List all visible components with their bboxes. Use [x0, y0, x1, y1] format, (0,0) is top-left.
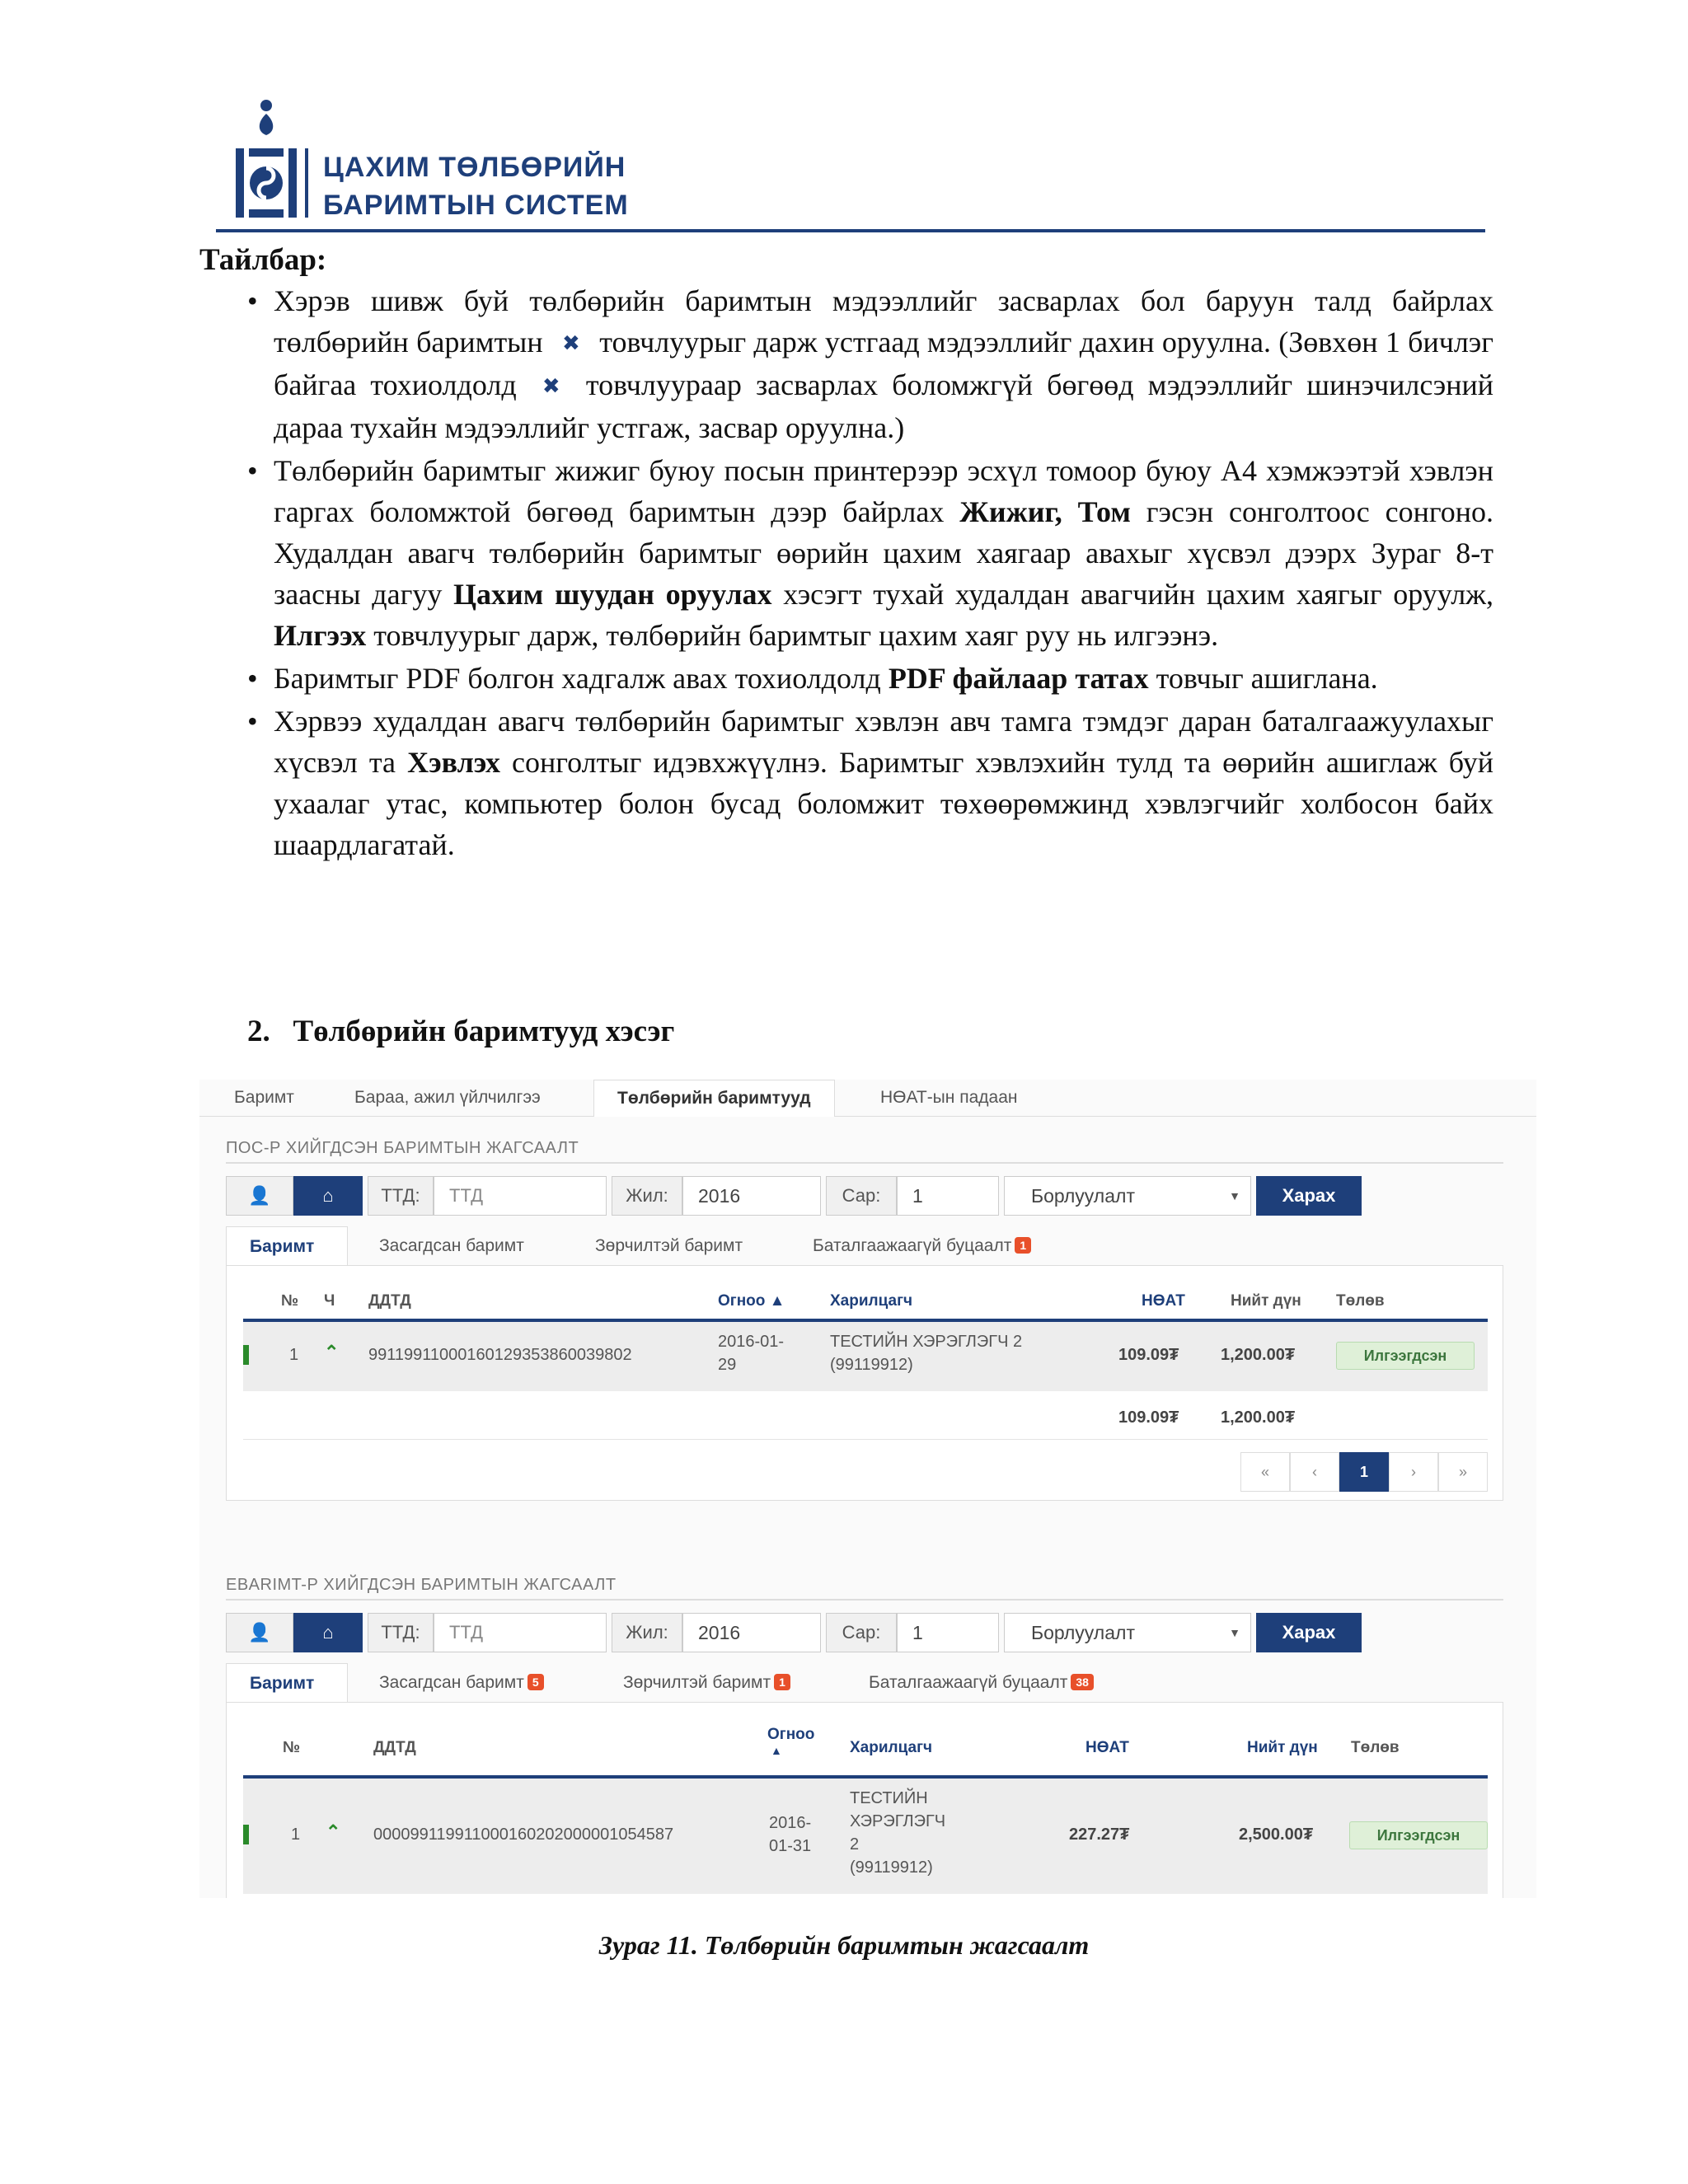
subtab-corrected[interactable] [379, 1663, 544, 1703]
subtab-unconfirmed-label: Баталгаажаагүй буцаалт [869, 1673, 1068, 1692]
ttd-label: ТТД: [368, 1613, 434, 1652]
totals-rule [243, 1439, 1488, 1440]
year-input[interactable]: 2016 [682, 1613, 821, 1652]
pagination [1240, 1452, 1488, 1492]
col-date[interactable] [718, 1292, 785, 1310]
pager-page-1[interactable]: 1 [1339, 1452, 1389, 1492]
home-icon: ⌂ [322, 1622, 334, 1643]
cell-customer-4: (99119912) [850, 1858, 933, 1877]
receipts-screenshot [199, 1080, 1536, 1898]
year-input[interactable]: 2016 [682, 1176, 821, 1216]
logo-line-1: ЦАХИМ ТӨЛБӨРИЙН [323, 152, 626, 183]
note-item-1 [199, 280, 1493, 448]
cell-vat: 227.27₮ [1069, 1825, 1130, 1844]
col-customer: Харилцагч [830, 1292, 913, 1310]
note-item-2 [199, 450, 1493, 656]
note-text: товчлуураар засварлах боломжгүй бөгөөд мэдээллийг шинэчилсэний дараа тухайн мэдээллийг устгаж, засвар оруулна.) [274, 368, 1493, 444]
user-filter-button[interactable] [226, 1613, 293, 1652]
ebarimt-toolbar [226, 1613, 1462, 1652]
table-row[interactable] [243, 1322, 1488, 1391]
note-bold-text: Цахим шуудан оруулах [453, 578, 772, 611]
cell-customer-1: ТЕСТИЙН ХЭРЭГЛЭГЧ 2 [830, 1333, 1023, 1351]
col-no: № [283, 1739, 301, 1756]
col-vat: НӨАТ [1142, 1292, 1185, 1310]
note-bold-text: Хэвлэх [407, 746, 500, 779]
cell-total: 2,500.00₮ [1239, 1825, 1314, 1844]
col-ch: Ч [324, 1292, 335, 1310]
total-vat: 109.09₮ [1118, 1408, 1179, 1427]
note-text: хэсэгт тухай худалдан авагчийн цахим хаягыг оруулж, [783, 578, 1494, 611]
ttd-input[interactable]: ТТД [434, 1613, 607, 1652]
sort-up-icon: ▲ [769, 1292, 785, 1310]
month-label: Сар: [826, 1176, 897, 1216]
subtab-unconfirmed-label: Баталгаажаагүй буцаалт [813, 1236, 1012, 1255]
note-text: Баримтыг PDF болгон хадгалж авах тохиолдолд [274, 662, 881, 695]
cell-date-2: 29 [718, 1356, 737, 1374]
logo-title [323, 148, 629, 224]
subtab-receipt[interactable]: Баримт [226, 1663, 348, 1703]
home-icon: ⌂ [322, 1185, 334, 1206]
table-row[interactable] [243, 1779, 1488, 1894]
cell-date-2: 01-31 [769, 1837, 812, 1855]
user-icon: 👤 [248, 1622, 271, 1643]
cell-total: 1,200.00₮ [1221, 1346, 1296, 1364]
cell-customer-3: 2 [850, 1835, 860, 1854]
pager-first[interactable]: « [1240, 1452, 1290, 1492]
type-select[interactable] [1004, 1613, 1251, 1652]
tab-vat-invoice[interactable]: НӨАТ-ын падаан [880, 1088, 1018, 1107]
remove-x-icon: ✖ [542, 374, 560, 399]
document-body [199, 241, 1493, 867]
year-label: Жил: [612, 1613, 682, 1652]
col-ddtd: ДДТД [373, 1739, 416, 1756]
ebarimt-section-label: EBARIMT-Р ХИЙГДСЭН БАРИМТЫН ЖАГСААЛТ [226, 1576, 617, 1594]
note-text: товчыг ашиглана. [1156, 662, 1378, 695]
view-button[interactable]: Харах [1256, 1176, 1362, 1216]
pager-next[interactable]: › [1389, 1452, 1438, 1492]
count-badge: 1 [1015, 1237, 1031, 1254]
chevron-up-icon[interactable]: ⌃ [324, 1342, 340, 1362]
top-tabs [199, 1080, 1536, 1117]
logo-divider [305, 148, 308, 218]
col-total: Нийт дүн [1231, 1292, 1301, 1310]
cell-no: 1 [289, 1346, 299, 1364]
note-bold-text: Жижиг, Том [959, 495, 1131, 528]
caret-down-icon: ▼ [1229, 1189, 1240, 1202]
pager-prev[interactable]: ‹ [1290, 1452, 1339, 1492]
subtab-conflict[interactable] [623, 1663, 790, 1703]
section-title: 2. Төлбөрийн баримтууд хэсэг [247, 1015, 675, 1048]
count-badge: 38 [1071, 1674, 1094, 1690]
home-filter-button[interactable] [293, 1176, 363, 1216]
row-indicator [243, 1345, 249, 1365]
type-select-value: Борлуулалт [1031, 1185, 1135, 1207]
home-filter-button[interactable] [293, 1613, 363, 1652]
note-item-4 [199, 701, 1493, 865]
cell-customer-2: (99119912) [830, 1356, 913, 1374]
row-indicator [243, 1825, 249, 1844]
subtab-unconfirmed[interactable] [813, 1226, 1031, 1266]
pos-table-panel [226, 1265, 1503, 1501]
ebarimt-table-panel [226, 1702, 1503, 1898]
note-bold-text: PDF файлаар татах [888, 662, 1149, 695]
note-text: Төлбөрийн баримтыг жижиг буюу посын принтерээр эсхүл томоор буюу A4 хэмжээтэй хэвлэн гаргах боломжтой бөгөөд баримтын дээр байрлах [274, 454, 1493, 528]
header-rule [216, 229, 1485, 232]
note-list [199, 280, 1493, 865]
month-label: Сар: [826, 1613, 897, 1652]
logo-line-2: БАРИМТЫН СИСТЕМ [323, 190, 629, 221]
type-select-value: Борлуулалт [1031, 1622, 1135, 1643]
view-button[interactable]: Харах [1256, 1613, 1362, 1652]
figure-caption: Зураг 11. Төлбөрийн баримтын жагсаалт [598, 1930, 1090, 1960]
sort-up-icon: ▲ [771, 1744, 782, 1757]
user-filter-button[interactable] [226, 1176, 293, 1216]
subtab-unconfirmed[interactable] [869, 1663, 1094, 1703]
col-vat: НӨАТ [1085, 1739, 1129, 1756]
col-customer: Харилцагч [850, 1739, 933, 1756]
pos-section-label: ПОС-Р ХИЙГДСЭН БАРИМТЫН ЖАГСААЛТ [226, 1139, 579, 1157]
caret-down-icon: ▼ [1229, 1626, 1240, 1639]
total-amount: 1,200.00₮ [1221, 1408, 1296, 1427]
cell-date-1: 2016-01- [718, 1333, 785, 1351]
col-no: № [281, 1292, 299, 1310]
subtab-conflict-label: Зөрчилтэй баримт [623, 1673, 771, 1692]
remove-x-icon: ✖ [562, 331, 580, 356]
ttd-label: ТТД: [368, 1176, 434, 1216]
pos-toolbar [226, 1176, 1462, 1216]
tab-goods-services[interactable]: Бараа, ажил үйлчилгээ [354, 1088, 541, 1107]
col-total: Нийт дүн [1247, 1739, 1318, 1756]
pager-last[interactable]: » [1438, 1452, 1488, 1492]
status-badge: Илгээгдсэн [1349, 1821, 1488, 1849]
type-select[interactable] [1004, 1176, 1251, 1216]
cell-ddtd: 000099119911000160202000001054587 [373, 1825, 674, 1844]
cell-date-1: 2016- [769, 1814, 812, 1832]
ebarimt-subtabs [226, 1663, 1503, 1703]
note-text: Хэрвээ худалдан авагч төлбөрийн баримтыг хэвлэн авч тамга тэмдэг даран баталгаажуулахыг хүсвэл та [274, 705, 1493, 779]
tab-payment-receipts[interactable]: Төлбөрийн баримтууд [593, 1080, 835, 1117]
subtab-conflict[interactable]: Зөрчилтэй баримт [595, 1236, 743, 1255]
header-logo [232, 97, 645, 229]
col-date-label: Огноо [767, 1726, 815, 1743]
cell-vat: 109.09₮ [1118, 1346, 1179, 1364]
tab-receipt[interactable]: Баримт [234, 1088, 294, 1107]
subtab-receipt[interactable]: Баримт [226, 1226, 348, 1266]
note-text: товчлуурыг дарж устгаад мэдээллийг дахин оруулна. (Зөвхөн 1 бичлэг байгаа тохиолдолд [274, 326, 1494, 401]
year-label: Жил: [612, 1176, 682, 1216]
count-badge: 5 [528, 1674, 544, 1690]
cell-customer-1: ТЕСТИЙН [850, 1789, 928, 1807]
chevron-up-icon[interactable]: ⌃ [326, 1821, 341, 1842]
note-item-3 [199, 658, 1493, 699]
user-icon: 👤 [248, 1185, 271, 1206]
col-ddtd: ДДТД [368, 1292, 411, 1310]
col-date-label: Огноо [718, 1292, 766, 1310]
note-text: сонголтыг идэвхжүүлнэ. Баримтыг хэвлэхийн тулд та өөрийн ашиглаж буй ухаалаг утас, компьютер болон бусад боломжит төхөөрөмжинд хэвлэгчийг холбосон байх шаардлагатай. [274, 746, 1494, 861]
note-bold-text: Илгээх [274, 619, 367, 652]
ebarimt-section-rule [226, 1599, 1503, 1601]
cell-customer-2: ХЭРЭГЛЭГЧ [850, 1812, 946, 1830]
cell-ddtd: 991199110001601293538600398​02 [368, 1346, 632, 1364]
col-date[interactable] [767, 1726, 814, 1757]
col-status: Төлөв [1351, 1739, 1400, 1756]
ttd-input[interactable]: ТТД [434, 1176, 607, 1216]
subtab-corrected-label: Засагдсан баримт [379, 1673, 524, 1692]
note-text: гэсэн сонголтоос сонгоно. Худалдан авагч төлбөрийн баримтыг өөрийн цахим хаягаар авахыг хүсвэл дээрх Зураг 8-т заасны дагуу [274, 495, 1494, 611]
note-text: Хэрэв шивж буй төлбөрийн баримтын мэдээллийг засварлах бол баруун талд байрлах төлбөрийн баримтын [274, 284, 1493, 359]
cell-no: 1 [291, 1825, 301, 1844]
pos-section-rule [226, 1162, 1503, 1164]
note-text: товчлуурыг дарж, төлбөрийн баримтыг цахим хаяг руу нь илгээнэ. [373, 619, 1219, 652]
month-input[interactable]: 1 [897, 1613, 999, 1652]
count-badge: 1 [774, 1674, 790, 1690]
col-status: Төлөв [1336, 1292, 1385, 1310]
pos-subtabs [226, 1226, 1503, 1266]
note-title: Тайлбар: [199, 243, 327, 277]
month-input[interactable]: 1 [897, 1176, 999, 1216]
status-badge: Илгээгдсэн [1336, 1342, 1475, 1370]
subtab-corrected[interactable]: Засагдсан баримт [379, 1236, 524, 1255]
soyombo-emblem-icon [232, 97, 300, 221]
